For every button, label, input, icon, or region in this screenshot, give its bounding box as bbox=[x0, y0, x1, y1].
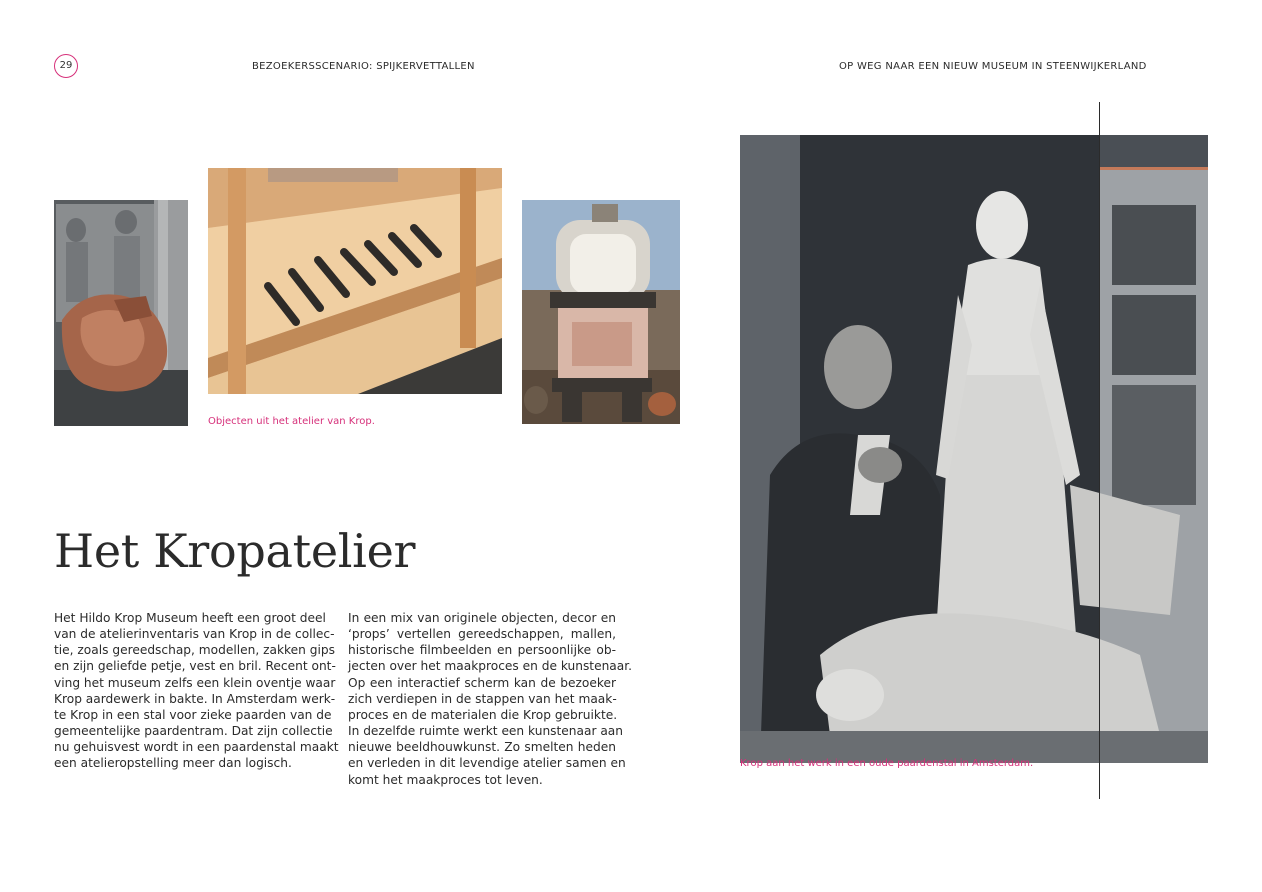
body-line: ving het museum zelfs een klein oventje waar bbox=[54, 675, 336, 690]
body-line: jecten over het maakproces en de kunstenaar. bbox=[348, 659, 633, 674]
article-column-1 bbox=[54, 610, 339, 772]
body-line: tie, zoals gereedschap, modellen, zakken gips bbox=[54, 643, 335, 658]
body-line: gemeentelijke paardentram. Dat zijn collectie bbox=[54, 724, 333, 739]
article-column-2 bbox=[348, 610, 633, 788]
body-line: In dezelfde ruimte werkt een kunstenaar aan bbox=[348, 724, 623, 739]
body-line: en zijn geliefde petje, vest en bril. Recent ont- bbox=[54, 659, 336, 674]
photo-chisels-on-shelf bbox=[208, 168, 502, 394]
body-line: en verleden in dit levendige atelier samen en bbox=[348, 756, 626, 771]
photo-reliefs-and-bag bbox=[54, 200, 188, 426]
page-number: 29 bbox=[54, 54, 78, 78]
body-line: van de atelierinventaris van Krop in de collec- bbox=[54, 627, 335, 642]
running-head-right: OP WEG NAAR EEN NIEUW MUSEUM IN STEENWIJKERLAND bbox=[839, 61, 1147, 72]
body-line: historische filmbeelden en persoonlijke ob- bbox=[348, 643, 616, 658]
body-line: nu gehuisvest wordt in een paardenstal maakt bbox=[54, 740, 339, 755]
body-line: ‘props’ vertellen gereedschappen, mallen, bbox=[348, 627, 616, 642]
body-line: Op een interactief scherm kan de bezoeker bbox=[348, 675, 616, 690]
article-title: Het Kropatelier bbox=[54, 524, 416, 578]
body-line: te Krop in een stal voor zieke paarden van de bbox=[54, 707, 332, 722]
photo-small-oven bbox=[522, 200, 680, 424]
running-head-left: BEZOEKERSSCENARIO: SPIJKERVETTALLEN bbox=[252, 61, 475, 72]
body-line: zich verdiepen in de stappen van het maak- bbox=[348, 691, 617, 706]
body-line: een atelieropstelling meer dan logisch. bbox=[54, 756, 292, 771]
body-line: Krop aardewerk in bakte. In Amsterdam werk- bbox=[54, 691, 336, 706]
body-line: nieuwe beeldhouwkunst. Zo smelten heden bbox=[348, 740, 616, 755]
body-line: komt het maakproces tot leven. bbox=[348, 772, 543, 787]
body-line: proces en de materialen die Krop gebruikte. bbox=[348, 707, 618, 722]
column-rule bbox=[1099, 102, 1100, 799]
main-photo-caption: Krop aan het werk in een oude paardenstal in Amsterdam. bbox=[740, 758, 1034, 769]
objects-caption: Objecten uit het atelier van Krop. bbox=[208, 416, 375, 427]
photo-krop-at-work bbox=[740, 135, 1208, 763]
body-line: Het Hildo Krop Museum heeft een groot deel bbox=[54, 611, 326, 625]
body-line: In een mix van originele objecten, decor en bbox=[348, 611, 616, 625]
